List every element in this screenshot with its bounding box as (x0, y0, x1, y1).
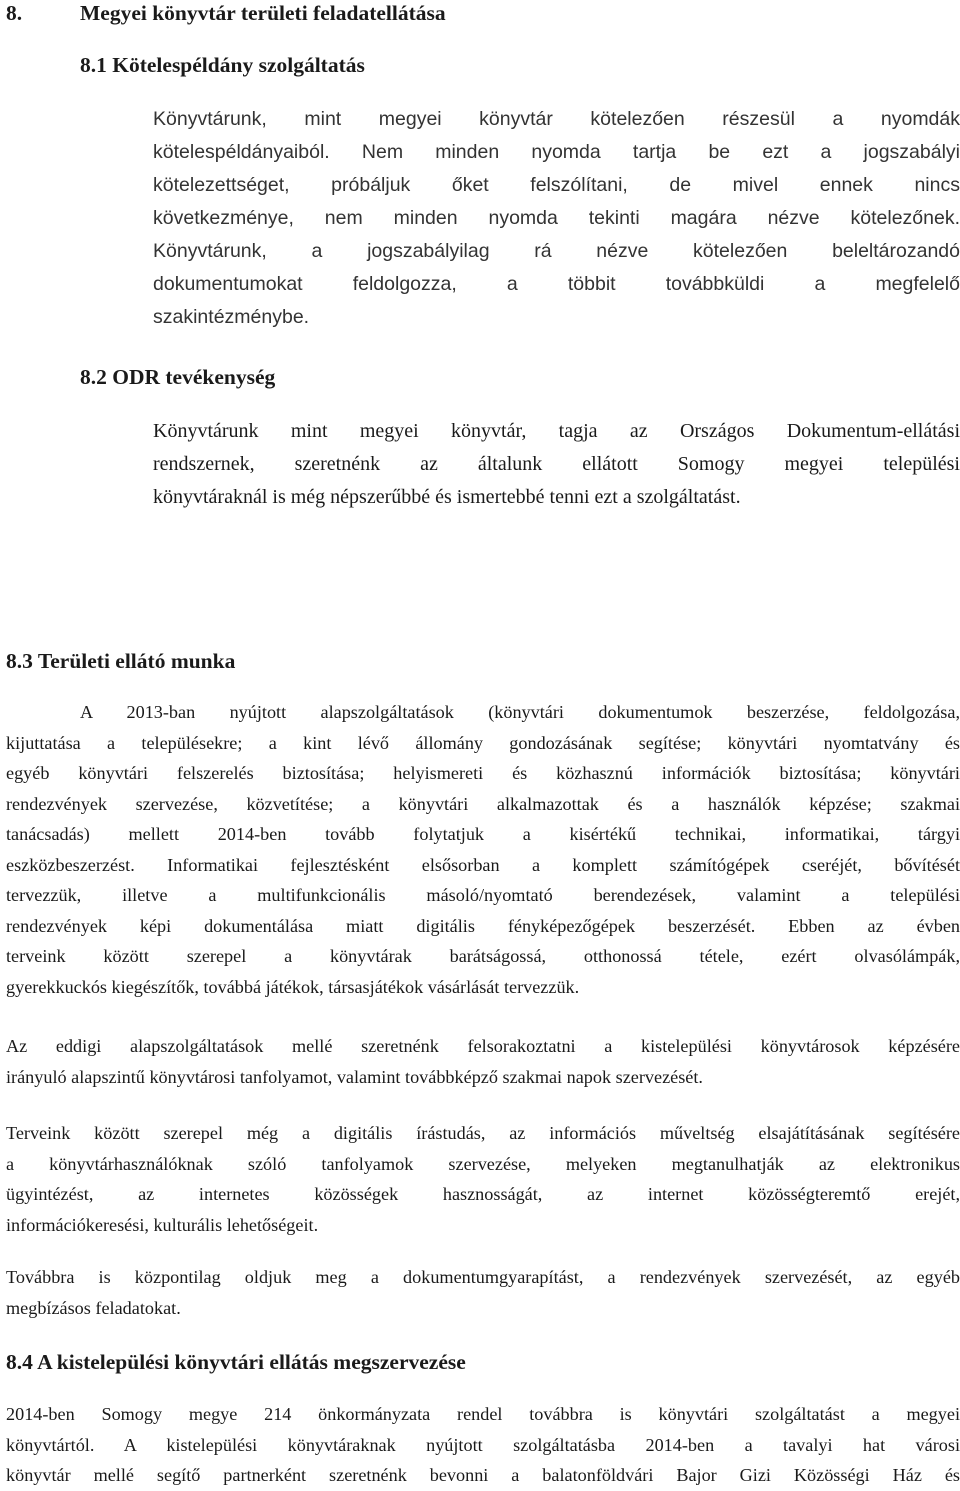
paragraph-line: eszközbeszerzést. Informatikai fejlesztésként elsősorban a komplett számítógépek cseréjét, bővítését (6, 854, 960, 875)
paragraph-line: rendszernek, szeretnénk az általunk ellátott Somogy megyei települési (153, 453, 960, 475)
section-8-2-paragraph (153, 415, 960, 514)
paragraph-line: irányuló alapszintű könyvtárosi tanfolyamot, valamint továbbképző szakmai napok szervezését. (6, 1066, 703, 1087)
paragraph-line: egyéb könyvtári felszerelés biztosítása; helyismereti és közhasznú információk biztosítása; könyvtári (6, 763, 960, 783)
section-8-3-paragraph-3 (6, 1118, 960, 1240)
paragraph-line: információkeresési, kulturális lehetőségeit. (6, 1214, 319, 1235)
paragraph-line: terveink között szerepel a könyvtárak barátságossá, otthonossá tétele, ezért olvasólámpák, (6, 946, 960, 966)
paragraph-line: Könyvtárunk, mint megyei könyvtár kötelezően részesül a nyomdák (153, 108, 960, 130)
paragraph-line: A 2013-ban nyújtott alapszolgáltatások (könyvtári dokumentumok beszerzése, feldolgozása, (80, 702, 960, 722)
paragraph-line: Továbbra is központilag oldjuk meg a dokumentumgyarapítást, a rendezvények szervezését, az egyéb (6, 1267, 960, 1287)
paragraph-line: következménye, nem minden nyomda tekinti magára nézve kötelezőnek. (153, 207, 960, 229)
paragraph-line: megbízásos feladatokat. (6, 1297, 181, 1318)
section-8-1-paragraph (153, 103, 960, 334)
section-8-4-paragraph (6, 1399, 960, 1491)
paragraph-line: könyvtártól. A kistelepülési könyvtáraknak nyújtott szolgáltatásba 2014-ben a tavalyi hat városi (6, 1434, 960, 1455)
section-8-4-heading: 8.4 A kistelepülési könyvtári ellátás megszervezése (6, 1350, 466, 1374)
paragraph-line: a könyvtárhasználóknak szóló tanfolyamok szervezése, melyeken megtanulhatják az elektronikus (6, 1153, 960, 1174)
paragraph-line: könyvtár mellé segítő partnerként szeretnénk bevonni a balatonföldvári Bajor Gizi Közösségi Ház és (6, 1465, 960, 1485)
section-8-title: Megyei könyvtár területi feladatellátása (80, 1, 446, 25)
paragraph-line: Terveink között szerepel még a digitális írástudás, az információs műveltség elsajátításának segítésére (6, 1123, 960, 1143)
section-8-number: 8. (6, 1, 23, 25)
paragraph-line: 2014-ben Somogy megye 214 önkormányzata rendel továbbra is könyvtári szolgáltatást a megyei (6, 1404, 960, 1424)
paragraph-line: kijuttatása a településekre; a kint lévő állomány gondozásának segítése; könyvtári nyomtatvány és (6, 732, 960, 753)
paragraph-line: rendezvények szervezése, közvetítése; a könyvtári alkalmazottak és a használók képzése; szakmai (6, 793, 960, 814)
section-8-3-heading: 8.3 Területi ellátó munka (6, 649, 236, 673)
section-8-3-paragraph-2 (6, 1031, 960, 1092)
paragraph-line: Az eddigi alapszolgáltatások mellé szeretnénk felsorakoztatni a kistelepülési könyvtárosok képzésére (6, 1036, 960, 1056)
paragraph-line: kötelespéldányaiból. Nem minden nyomda tartja be ezt a jogszabályi (153, 141, 960, 163)
paragraph-line: gyerekkuckós kiegészítők, továbbá játékok, társasjátékok vásárlását tervezzük. (6, 976, 580, 997)
paragraph-line: dokumentumokat feldolgozza, a többit továbbküldi a megfelelő (153, 273, 960, 295)
section-8-1-heading: 8.1 Kötelespéldány szolgáltatás (80, 53, 365, 77)
section-8-2-heading: 8.2 ODR tevékenység (80, 365, 276, 389)
paragraph-line: szakintézménybe. (153, 306, 310, 328)
paragraph-line: Könyvtárunk, a jogszabályilag rá nézve kötelezően beleltározandó (153, 240, 960, 262)
section-8-3-paragraph-4 (6, 1262, 960, 1323)
paragraph-line: kötelezettséget, próbáljuk őket felszólítani, de mivel ennek nincs (153, 174, 960, 196)
paragraph-line: tervezzük, illetve a multifunkcionális másoló/nyomtató berendezések, valamint a települési (6, 885, 960, 905)
paragraph-line: tanácsadás) mellett 2014-ben tovább folytatjuk a kisértékű technikai, informatikai, tárgyi (6, 824, 960, 844)
paragraph-line: Könyvtárunk mint megyei könyvtár, tagja az Országos Dokumentum-ellátási (153, 420, 960, 442)
paragraph-line: könyvtáraknál is még népszerűbbé és ismertebbé tenni ezt a szolgáltatást. (153, 486, 741, 508)
section-8-3-paragraph-1 (6, 697, 960, 1002)
paragraph-line: rendezvények képi dokumentálása miatt digitális fényképezőgépek beszerzését. Ebben az évben (6, 915, 960, 936)
paragraph-line: ügyintézést, az internetes közösségek hasznosságát, az internet közösségteremtő erejét, (6, 1184, 960, 1204)
section-8-heading (6, 0, 566, 28)
